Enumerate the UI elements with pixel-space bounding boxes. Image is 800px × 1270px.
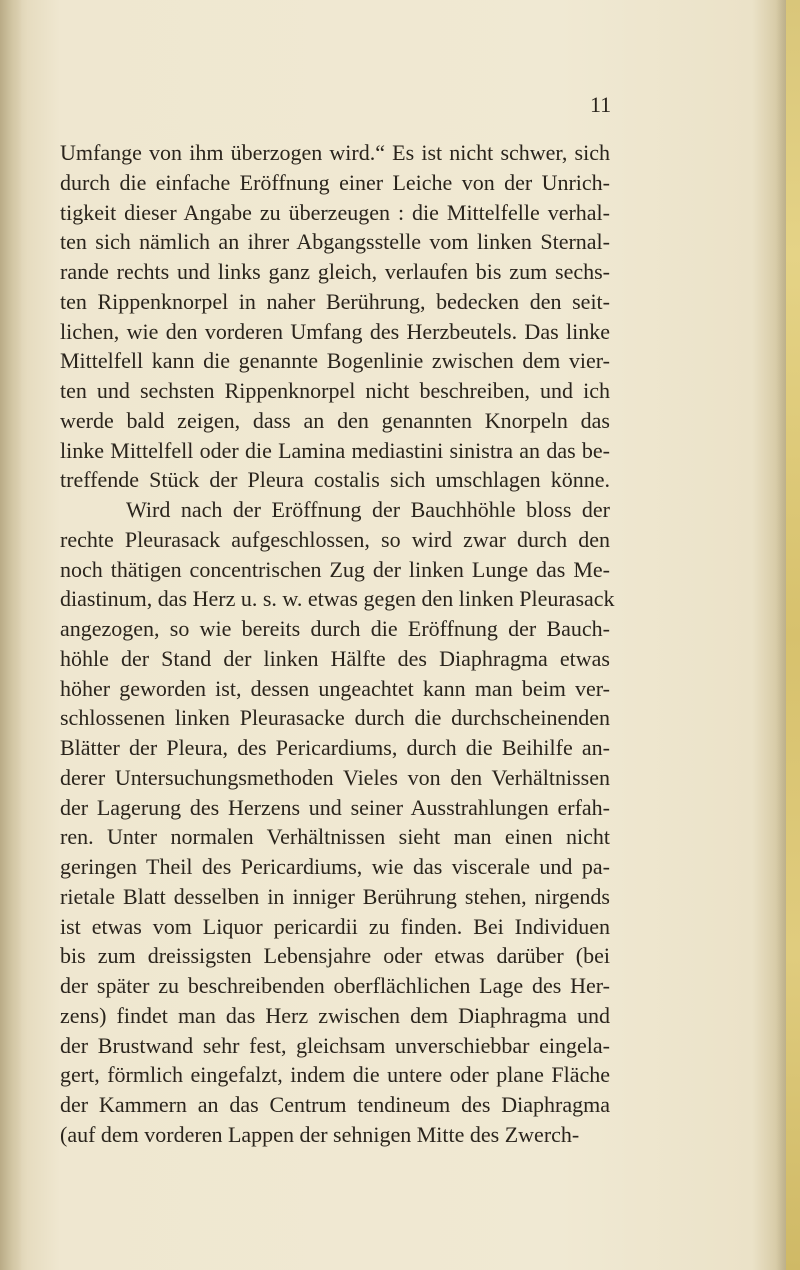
text-line: höher geworden ist, dessen ungeachtet kann man beim ver- — [60, 675, 610, 701]
text-line: bis zum dreissigsten Lebensjahre oder etwas darüber (bei — [60, 943, 610, 969]
text-line: rietale Blatt desselben in inniger Berührung stehen, nirgends — [60, 883, 610, 909]
text-line: Wird nach der Eröffnung der Bauchhöhle bloss der — [126, 497, 610, 522]
text-line: (auf dem vorderen Lappen der sehnigen Mitte des Zwerch- — [60, 1121, 580, 1147]
text-line: ten und sechsten Rippenknorpel nicht beschreiben, und ich — [60, 378, 610, 403]
text-line: derer Untersuchungsmethoden Vieles von den Verhältnissen — [60, 764, 610, 790]
text-line: zens) findet man das Herz zwischen dem Diaphragma und — [60, 1002, 610, 1028]
text-line: höhle der Stand der linken Hälfte des Diaphragma etwas — [60, 645, 610, 671]
text-line: rechte Pleurasack aufgeschlossen, so wird zwar durch den — [60, 526, 610, 552]
text-line: rande rechts und links ganz gleich, verlaufen bis zum sechs- — [60, 259, 610, 284]
text-line: schlossenen linken Pleurasacke durch die durchscheinenden — [60, 705, 610, 731]
text-line: der Brustwand sehr fest, gleichsam unverschiebbar eingela- — [60, 1032, 610, 1058]
text-line: geringen Theil des Pericardiums, wie das viscerale und pa- — [60, 854, 610, 879]
text-line: der später zu beschreibenden oberflächlichen Lage des Her- — [60, 973, 610, 998]
text-line: noch thätigen concentrischen Zug der linken Lunge das Me- — [60, 556, 610, 582]
text-line: ten sich nämlich an ihrer Abgangsstelle vom linken Sternal- — [60, 229, 610, 255]
text-line: Blätter der Pleura, des Pericardiums, durch die Beihilfe an- — [60, 735, 610, 760]
text-line: tigkeit dieser Angabe zu überzeugen : die Mittelfelle verhal- — [60, 199, 610, 225]
page-edge-shadow — [776, 0, 786, 1270]
text-line: gert, förmlich eingefalzt, indem die untere oder plane Fläche — [60, 1062, 610, 1088]
body-text — [60, 138, 615, 1150]
text-line: werde bald zeigen, dass an den genannten Knorpeln das — [60, 407, 610, 433]
text-line: ren. Unter normalen Verhältnissen sieht man einen nicht — [60, 824, 610, 850]
text-line: ist etwas vom Liquor pericardii zu finden. Bei Individuen — [60, 913, 610, 939]
text-line: treffende Stück der Pleura costalis sich umschlagen könne. — [60, 467, 610, 493]
text-line: der Kammern an das Centrum tendineum des Diaphragma — [60, 1092, 610, 1117]
text-line: durch die einfache Eröffnung einer Leiche von der Unrich- — [60, 169, 610, 195]
text-line: ten Rippenknorpel in naher Berührung, bedecken den seit- — [60, 288, 610, 314]
text-line: Mittelfell kann die genannte Bogenlinie zwischen dem vier- — [60, 348, 610, 374]
text-line: linke Mittelfell oder die Lamina mediastini sinistra an das be- — [60, 437, 610, 463]
text-line: diastinum, das Herz u. s. w. etwas gegen den linken Pleurasack — [60, 586, 615, 612]
page-gutter-shadow — [0, 0, 22, 1270]
text-line: Umfange von ihm überzogen wird.“ Es ist nicht schwer, sich — [60, 140, 610, 165]
page-edge — [786, 0, 800, 1270]
page-number: 11 — [590, 92, 612, 117]
text-line: lichen, wie den vorderen Umfang des Herzbeutels. Das linke — [60, 318, 610, 344]
text-line: angezogen, so wie bereits durch die Eröffnung der Bauch- — [60, 616, 610, 641]
text-line: der Lagerung des Herzens und seiner Ausstrahlungen erfah- — [60, 794, 610, 820]
